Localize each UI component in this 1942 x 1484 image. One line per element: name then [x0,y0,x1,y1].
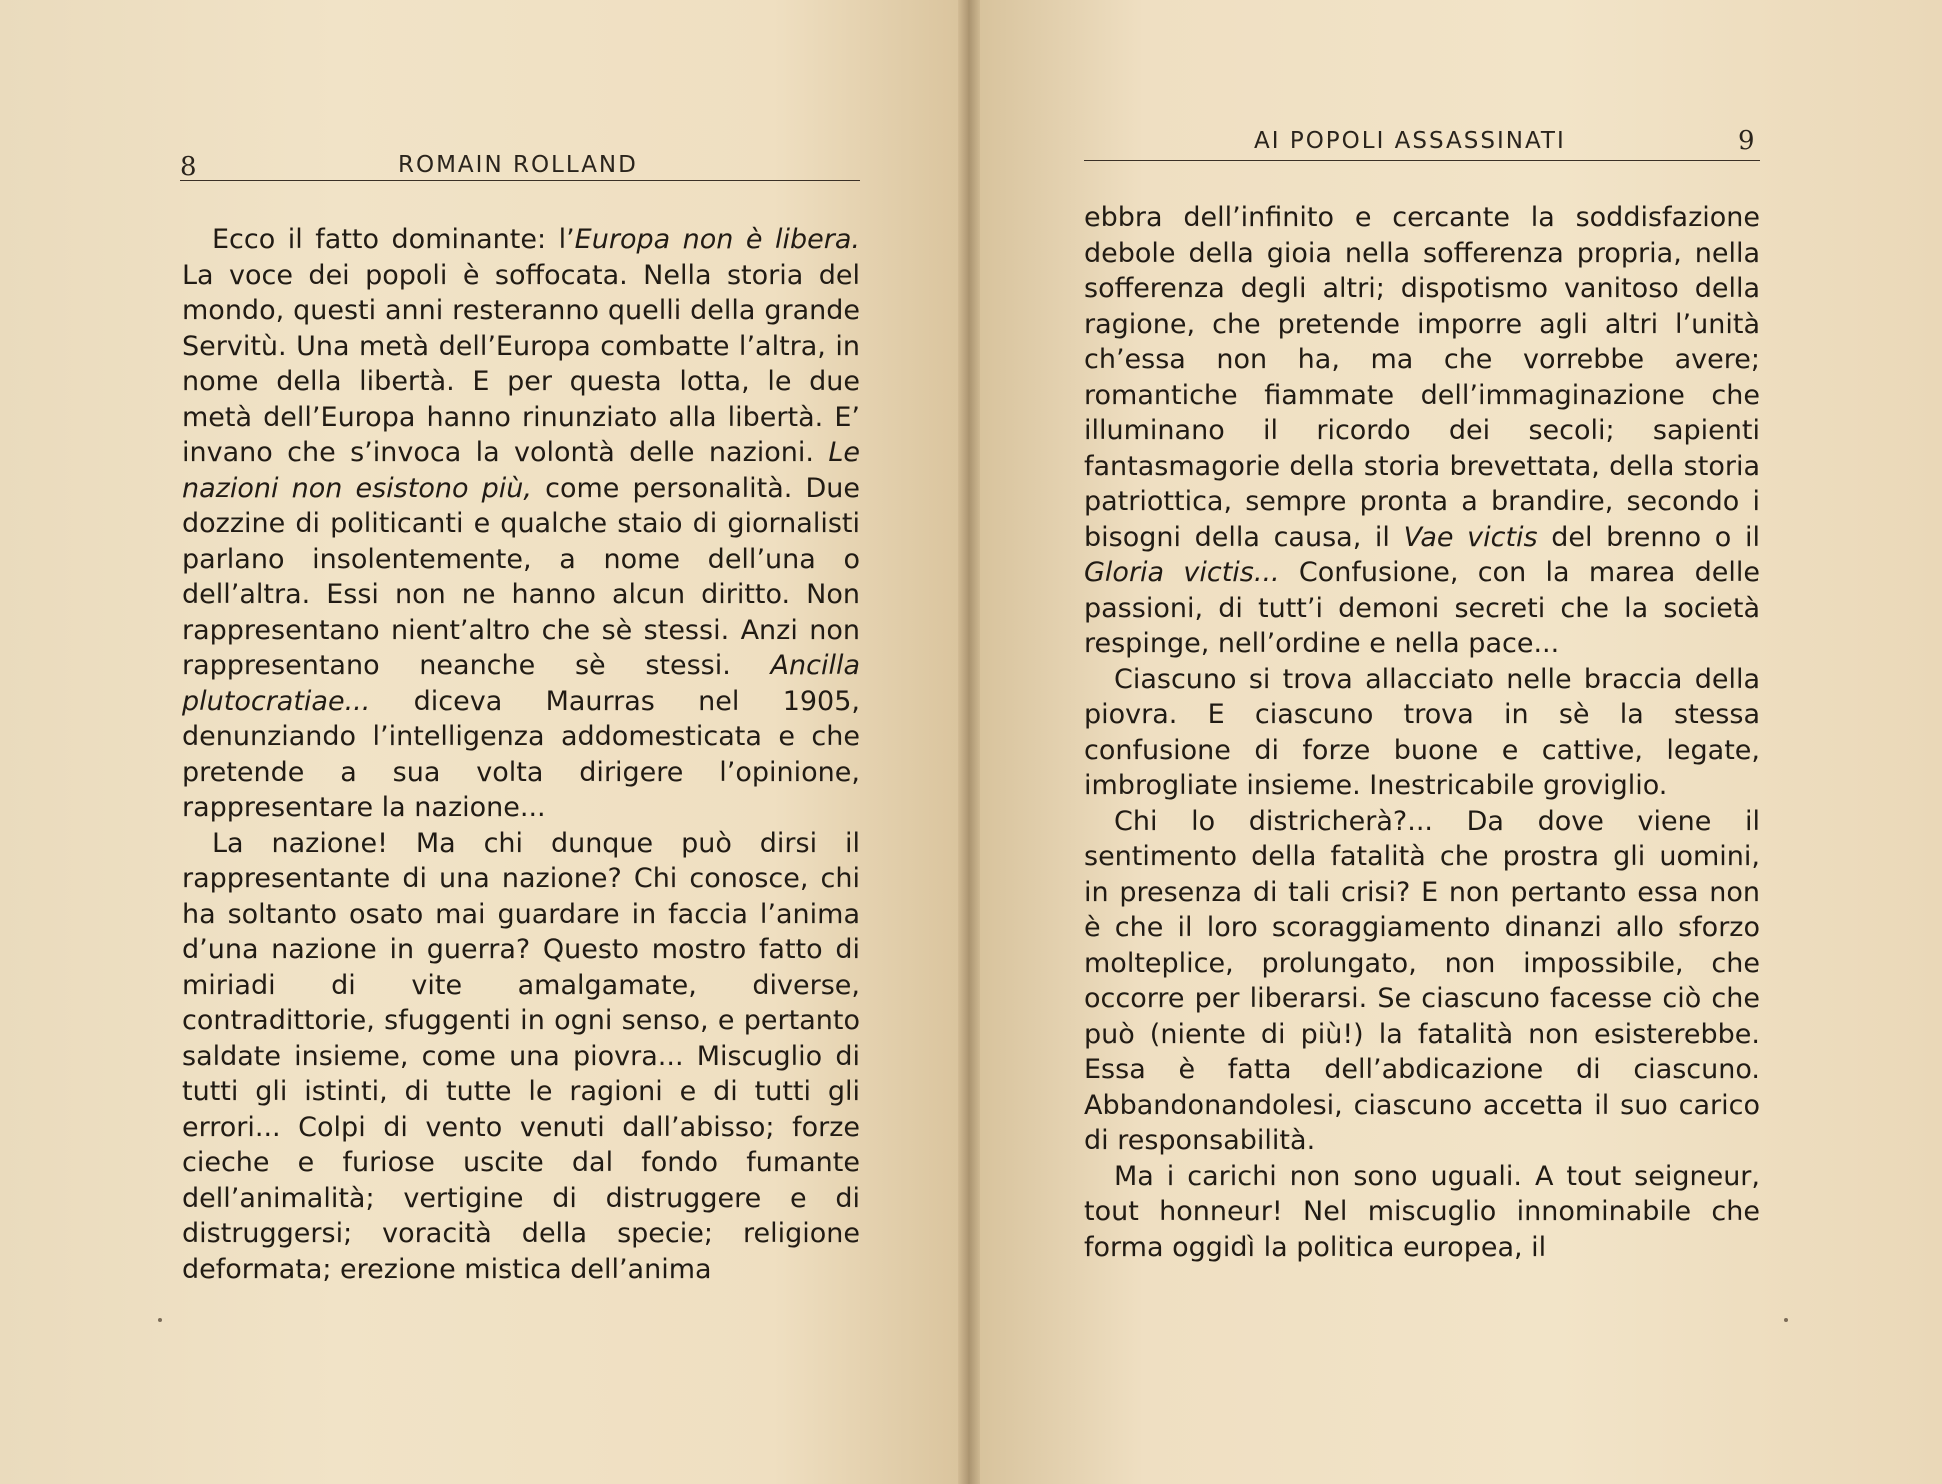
text-run: Ecco il fatto dominante: l’ [212,224,575,255]
page-body [182,222,860,1287]
header-rule [180,180,860,181]
text-run: Ciascuno si trova allacciato nelle braccia della piovra. E ciascuno trova in sè la stessa confusione di forze buone e cattive, legate, imbrogliate insieme. Inestricabile groviglio. [1084,663,1760,801]
paragraph [1084,804,1760,1159]
text-run: diceva Maurras nel 1905, denunziando l’intelligenza addomesticata e che pretende a sua volta dirigere l’opinione, rappresentare la nazione... [182,685,860,823]
paragraph [1084,662,1760,804]
text-run: ebbra dell’infinito e cercante la soddisfazione debole della gioia nella sofferenza propria, nella sofferenza degli altri; dispotismo vanitoso della ragione, che pretende imporre agli altri l’unità ch’essa non ha, ma che vorrebbe avere; romantiche fiammate dell’immaginazione che illuminano il ricordo dei secoli; sapienti fantasmagorie della storia brevettata, della storia patriottica, sempre pronta a brandire, secondo i bisogni della causa, il [1084,202,1760,553]
text-run: del brenno o il [1537,521,1760,553]
running-head: AI POPOLI ASSASSINATI [1254,128,1566,154]
italic-text-run: Gloria victis... [1084,557,1280,588]
print-speck [1784,1318,1788,1322]
text-run: Ma i carichi non sono uguali. A tout seigneur, tout honneur! Nel miscuglio innominabile che forma oggidì la politica europea, il [1084,1160,1760,1263]
italic-text-run: Vae victis [1403,521,1538,553]
book-gutter [958,0,980,1484]
italic-text-run: Europa non è libera. [574,224,861,255]
text-run: come personalità. Due dozzine di politicanti e qualche staio di giornalisti parlano insolentemente, a nome dell’una o dell’altra. Essi non ne hanno alcun diritto. Non rappresentano nient’altro che sè stessi. Anzi non rappresentano neanche sè stessi. [182,472,860,681]
italic-text-run: Le nazioni non esistono più, [182,437,860,504]
running-head: ROMAIN ROLLAND [398,152,638,178]
paragraph [1084,200,1760,662]
paragraph [182,826,860,1288]
text-run: La voce dei popoli è soffocata. Nella storia del mondo, questi anni resteranno quelli della grande Servitù. Una metà dell’Europa combatte l’altra, in nome della libertà. E per questa lotta, le due metà dell’Europa hanno rinunziato alla libertà. E’ invano che s’invoca la volontà delle nazioni. [182,259,860,468]
page-number: 9 [1738,126,1755,156]
print-speck [158,1318,162,1322]
header-rule [1084,160,1760,161]
text-run: Confusione, con la marea delle passioni, di tutt’i demoni secreti che la società respinge, nell’ordine e nella pace... [1084,557,1760,659]
paragraph [182,222,860,826]
right-page [968,0,1942,1484]
page-number: 8 [180,152,197,182]
text-run: La nazione! Ma chi dunque può dirsi il rappresentante di una nazione? Chi conosce, chi ha soltanto osato mai guardare in faccia l’anima d’una nazione in guerra? Questo mostro fatto di miriadi di vite amalgamate, diverse, contradittorie, sfuggenti in ogni senso, e pertanto saldate insieme, come una piovra... Miscuglio di tutti gli istinti, di tutte le ragioni e di tutti gli errori... Colpi di vento venuti dall’abisso; forze cieche e furiose uscite dal fondo fumante dell’animalità; vertigine di distruggere e di distruggersi; voracità della specie; religione deformata; erezione mistica dell’anima [182,827,860,1285]
italic-text-run: Ancilla plutocratiae... [182,650,860,717]
left-page [0,0,968,1484]
paragraph [1084,1159,1760,1266]
text-run: Chi lo districherà?... Da dove viene il sentimento della fatalità che prostra gli uomini, in presenza di tali crisi? E non pertanto essa non è che il loro scoraggiamento dinanzi allo sforzo molteplice, prolungato, non impossibile, che occorre per liberarsi. Se ciascuno facesse ciò che può (niente di più!) la fatalità non esisterebbe. Essa è fatta dell’abdicazione di ciascuno. Abbandonandolesi, ciascuno accetta il suo carico di responsabilità. [1084,805,1760,1156]
page-body [1084,200,1760,1265]
